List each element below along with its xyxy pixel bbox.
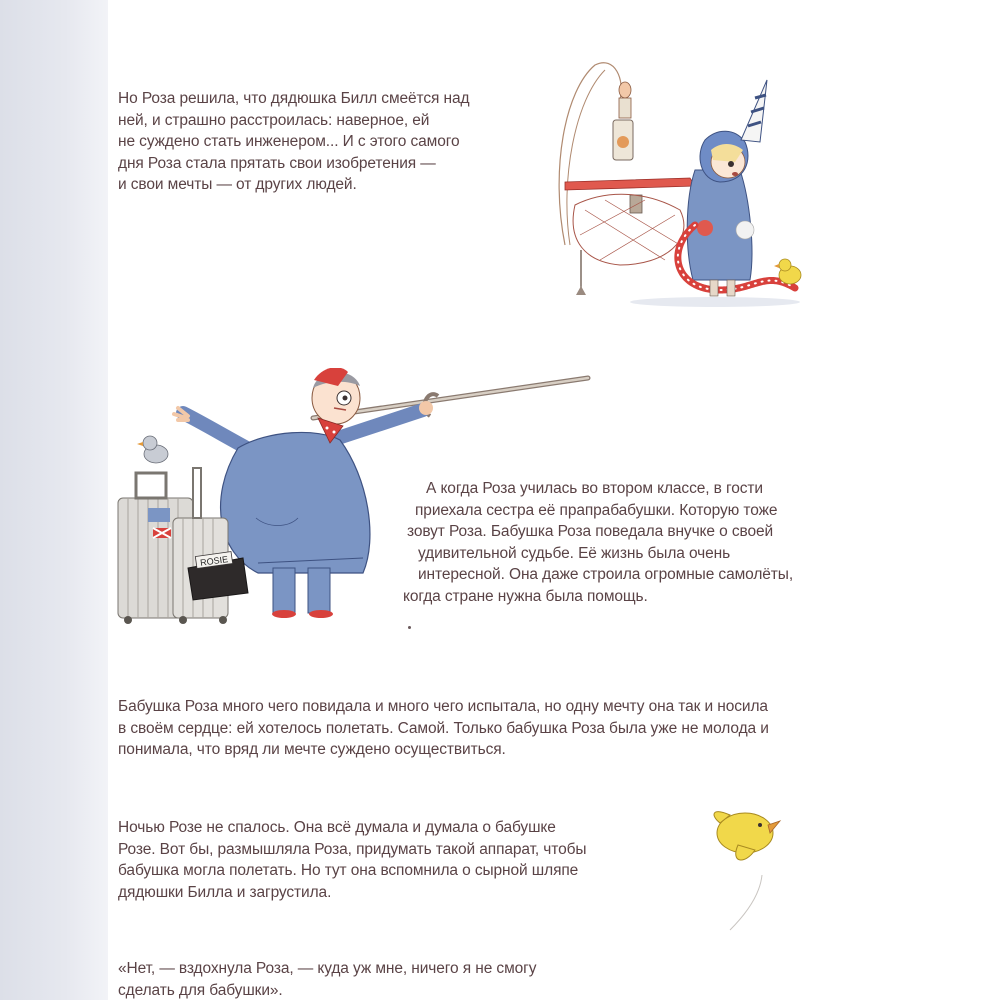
paragraph-1-line: дня Роза стала прятать свои изобретения —	[118, 153, 469, 175]
paragraph-2-line: когда стране нужна была помощь.	[403, 586, 793, 608]
paragraph-1-line: и свои мечты — от других людей.	[118, 174, 469, 196]
paragraph-1-line: ней, и страшно расстроилась: наверное, ей	[118, 110, 469, 132]
paragraph-1-line: не суждено стать инженером... И с этого самого	[118, 131, 469, 153]
paragraph-2-line: зовут Роза. Бабушка Роза поведала внучке о своей	[403, 521, 793, 543]
girl-invention-illustration	[545, 50, 825, 320]
book-gutter	[0, 0, 108, 1000]
suitcase-sticker-text: ROSIE	[200, 554, 229, 568]
paragraph-2-line: интересной. Она даже строила огромные самолёты,	[403, 564, 793, 586]
paragraph-2-line: приехала сестра её прапрабабушки. Которую тоже	[403, 500, 793, 522]
paragraph-3-line: понимала, что вряд ли мечте суждено осуществиться.	[118, 739, 769, 761]
stray-dot	[408, 626, 411, 629]
paragraph-2	[403, 478, 793, 607]
paragraph-3-line: в своём сердце: ей хотелось полетать. Самой. Только бабушка Роза была уже не молода и	[118, 718, 769, 740]
paragraph-4-line: Розе. Вот бы, размышляла Роза, придумать такой аппарат, чтобы	[118, 839, 586, 861]
paragraph-1-line: Но Роза решила, что дядюшка Билл смеётся над	[118, 88, 469, 110]
paragraph-3-line: Бабушка Роза много чего повидала и много чего испытала, но одну мечту она так и носила	[118, 696, 769, 718]
flying-bird-illustration	[700, 805, 800, 935]
paragraph-4-line: Ночью Розе не спалось. Она всё думала и думала о бабушке	[118, 817, 586, 839]
paragraph-4	[118, 817, 586, 903]
paragraph-2-line: удивительной судьбе. Её жизнь была очень	[403, 543, 793, 565]
paragraph-4-line: бабушка могла полетать. Но тут она вспомнила о сырной шляпе	[118, 860, 586, 882]
paragraph-5-line: «Нет, — вздохнула Роза, — куда уж мне, ничего я не смогу	[118, 958, 536, 980]
paragraph-5-line: сделать для бабушки».	[118, 980, 536, 1001]
paragraph-5	[118, 958, 536, 1001]
paragraph-1	[118, 88, 469, 196]
paragraph-2-line: А когда Роза училась во втором классе, в гости	[403, 478, 793, 500]
paragraph-4-line: дядюшки Билла и загрустила.	[118, 882, 586, 904]
paragraph-3	[118, 696, 769, 761]
